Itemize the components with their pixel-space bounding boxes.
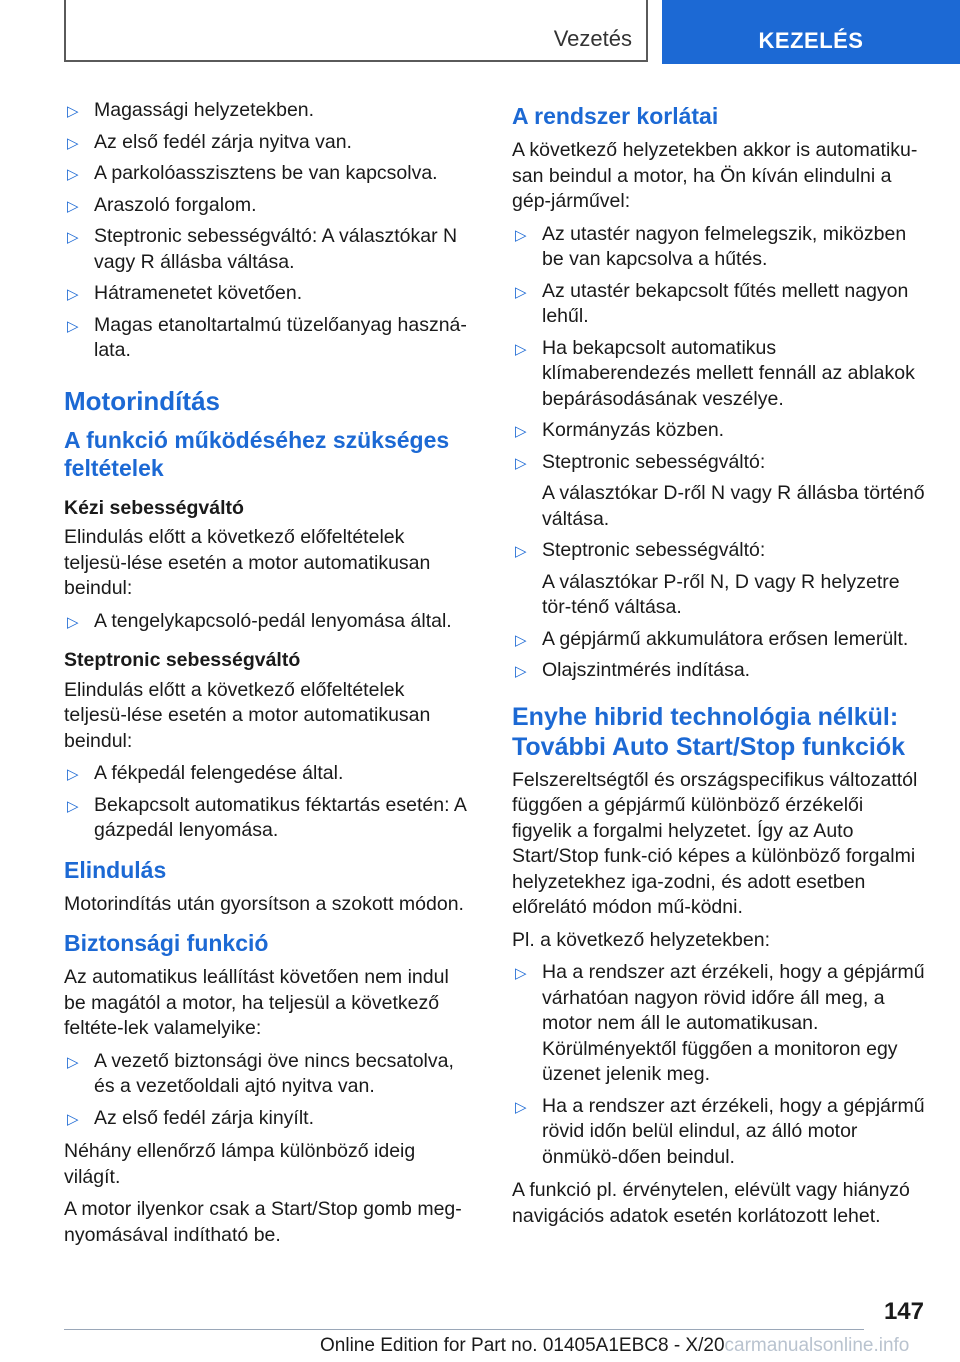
list-item: ▷ Kormányzás közben. bbox=[512, 418, 928, 444]
list-item: ▷ Hátramenetet követően. bbox=[64, 281, 468, 307]
list-item: ▷ Steptronic sebességváltó: A választókar N vagy R állásba váltása. bbox=[67, 225, 458, 273]
list-item: ▷ A parkolóasszisztens be van kapcsolva. bbox=[64, 161, 468, 187]
kezi-bullet-list bbox=[64, 609, 468, 635]
triangle-bullet-icon: ▷ bbox=[67, 613, 79, 631]
paragraph-elindulas: Motorindítás után gyorsítson a szokott módon. bbox=[64, 892, 464, 915]
list-item: ▷ Az első fedél zárja nyitva van. bbox=[64, 130, 468, 156]
paragraph-biztonsagi: Az automatikus leállítást követően nem indul be magától a motor, ha teljesül a következő feltéte-lek valamelyike: bbox=[64, 966, 449, 1039]
triangle-bullet-icon: ▷ bbox=[515, 1098, 527, 1116]
list-item: ▷ Steptronic sebességváltó: A választókar P-ről N, D vagy R helyzetre tör-ténő váltása. bbox=[512, 538, 928, 621]
heading-steptronic: Steptronic sebességváltó bbox=[64, 649, 301, 671]
biztonsagi-bullet-list bbox=[64, 1049, 468, 1132]
list-item: ▷ Az utastér bekapcsolt fűtés mellett nagyon lehűl. bbox=[515, 279, 909, 327]
list-item: ▷ Olajszintmérés indítása. bbox=[512, 658, 928, 684]
left-column bbox=[64, 98, 468, 1255]
list-item: ▷ Az utastér nagyon felmelegszik, miközben be van kapcsolva a hűtés. bbox=[515, 222, 907, 270]
triangle-bullet-icon: ▷ bbox=[515, 283, 527, 301]
section-title: Vezetés bbox=[553, 26, 632, 51]
paragraph-lampa: Néhány ellenőrző lámpa különböző ideig világít. bbox=[64, 1140, 416, 1188]
edition-text: Online Edition for Part no. 01405A1EBC8 - X/20 bbox=[320, 1335, 725, 1356]
footer-divider bbox=[64, 1329, 864, 1330]
list-item-subtext: A választókar D-ről N vagy R állásba történő váltása. bbox=[542, 482, 925, 530]
triangle-bullet-icon: ▷ bbox=[67, 797, 79, 815]
list-item: ▷ Ha a rendszer azt érzékeli, hogy a gépjármű rövid időn belül elindul, az álló motor önmükö-dően beindul. bbox=[515, 1094, 925, 1168]
pl-bullet-list bbox=[512, 960, 928, 1170]
list-item: ▷ Ha a rendszer azt érzékeli, hogy a gépjármű várhatóan nagyon rövid időre áll meg, a motor nem áll le automatikusan. Körülményektől függően a monitoron egy üzenet jelenik meg. bbox=[515, 961, 925, 1085]
heading-motorinditas: Motorindítás bbox=[64, 385, 220, 416]
watermark-text[interactable]: carmanualsonline.info bbox=[724, 1335, 910, 1356]
list-item: ▷ Magas etanoltartalmú tüzelőanyag haszná-lata. bbox=[67, 313, 467, 361]
list-item: ▷ Magassági helyzetekben. bbox=[64, 98, 468, 124]
triangle-bullet-icon: ▷ bbox=[515, 631, 527, 649]
triangle-bullet-icon: ▷ bbox=[515, 543, 527, 560]
heading-rendszer-korlatai: A rendszer korlátai bbox=[512, 103, 719, 129]
triangle-bullet-icon: ▷ bbox=[515, 454, 527, 472]
heading-feltetelek: A funkció működéséhez szükséges feltételek bbox=[64, 426, 450, 481]
edition-footer bbox=[320, 1335, 909, 1357]
list-item: ▷ Bekapcsolt automatikus féktartás esetén: A gázpedál lenyomása. bbox=[67, 793, 466, 841]
paragraph-navigacio: A funkció pl. érvénytelen, elévült vagy hiányzó navigációs adatok esetén korlátozott lehet. bbox=[512, 1179, 910, 1227]
triangle-bullet-icon: ▷ bbox=[515, 340, 527, 358]
page-header bbox=[0, 0, 960, 66]
list-item: ▷ A fékpedál felengedése által. bbox=[64, 761, 468, 787]
triangle-bullet-icon: ▷ bbox=[67, 103, 79, 120]
list-item: ▷ Steptronic sebességváltó: A választókar D-ről N vagy R állásba történő váltása. bbox=[512, 450, 928, 533]
steptronic-bullet-list bbox=[64, 761, 468, 844]
paragraph-kezi: Elindulás előtt a következő előfeltételek teljesü-lése esetén a motor automatikusan beindul: bbox=[64, 526, 431, 599]
triangle-bullet-icon: ▷ bbox=[515, 423, 527, 440]
list-item: ▷ A gépjármű akkumulátora erősen lemerült. bbox=[512, 627, 928, 653]
triangle-bullet-icon: ▷ bbox=[67, 286, 79, 303]
section-header-box bbox=[64, 0, 648, 62]
triangle-bullet-icon: ▷ bbox=[67, 1053, 79, 1071]
list-item: ▷ A tengelykapcsoló-pedál lenyomása által. bbox=[64, 609, 468, 635]
list-item: ▷ Araszoló forgalom. bbox=[64, 193, 468, 219]
triangle-bullet-icon: ▷ bbox=[67, 166, 79, 183]
paragraph-korlatai: A következő helyzetekben akkor is automatiku-san beindul a motor, ha Ön kíván elindulni a gép-járművel: bbox=[512, 139, 918, 212]
triangle-bullet-icon: ▷ bbox=[515, 226, 527, 244]
list-item-subtext: A választókar P-ről N, D vagy R helyzetre tör-ténő váltása. bbox=[542, 570, 900, 618]
list-item: ▷ A vezető biztonsági öve nincs becsatolva, és a vezetőoldali ajtó nyitva van. bbox=[67, 1049, 454, 1097]
triangle-bullet-icon: ▷ bbox=[67, 134, 79, 152]
triangle-bullet-icon: ▷ bbox=[515, 663, 527, 680]
triangle-bullet-icon: ▷ bbox=[67, 197, 79, 215]
paragraph-felszereltseg: Felszereltségtől és országspecifikus változattól függően a gépjármű különböző érzékelői figyelik a forgalmi helyzetet. Így az Auto Start/Stop funk-ció képes a különböző forgalmi helyzetekhez iga-zodni, és adott esetben előrelátó módon mű-ködni. bbox=[512, 768, 918, 918]
page-number: 147 bbox=[883, 1298, 924, 1325]
triangle-bullet-icon: ▷ bbox=[515, 965, 527, 982]
triangle-bullet-icon: ▷ bbox=[67, 317, 79, 335]
list-item: ▷ Az első fedél zárja kinyílt. bbox=[64, 1106, 468, 1132]
chapter-tab[interactable]: KEZELÉS bbox=[662, 0, 960, 64]
intro-bullet-list bbox=[64, 98, 468, 364]
heading-enyhe-hibrid: Enyhe hibrid technológia nélkül: További Auto Start/Stop funkciók bbox=[512, 702, 906, 761]
paragraph-steptronic: Elindulás előtt a következő előfeltételek teljesü-lése esetén a motor automatikusan beindul: bbox=[64, 678, 431, 752]
paragraph-gomb: A motor ilyenkor csak a Start/Stop gomb meg-nyomásával indítható be. bbox=[64, 1198, 462, 1246]
heading-biztonsagi-funkcio: Biztonsági funkció bbox=[64, 930, 269, 956]
triangle-bullet-icon: ▷ bbox=[67, 229, 79, 246]
list-item: ▷ Ha bekapcsolt automatikus klímaberendezés mellett fennáll az ablakok bepárásodásának veszélye. bbox=[515, 336, 915, 410]
triangle-bullet-icon: ▷ bbox=[67, 766, 79, 783]
paragraph-pl: Pl. a következő helyzetekben: bbox=[512, 928, 770, 951]
right-column bbox=[512, 98, 928, 1236]
heading-kezi-sebessegvalto: Kézi sebességváltó bbox=[64, 496, 244, 519]
heading-elindulas: Elindulás bbox=[64, 856, 167, 883]
korlatai-bullet-list bbox=[512, 222, 928, 684]
triangle-bullet-icon: ▷ bbox=[67, 1110, 79, 1128]
